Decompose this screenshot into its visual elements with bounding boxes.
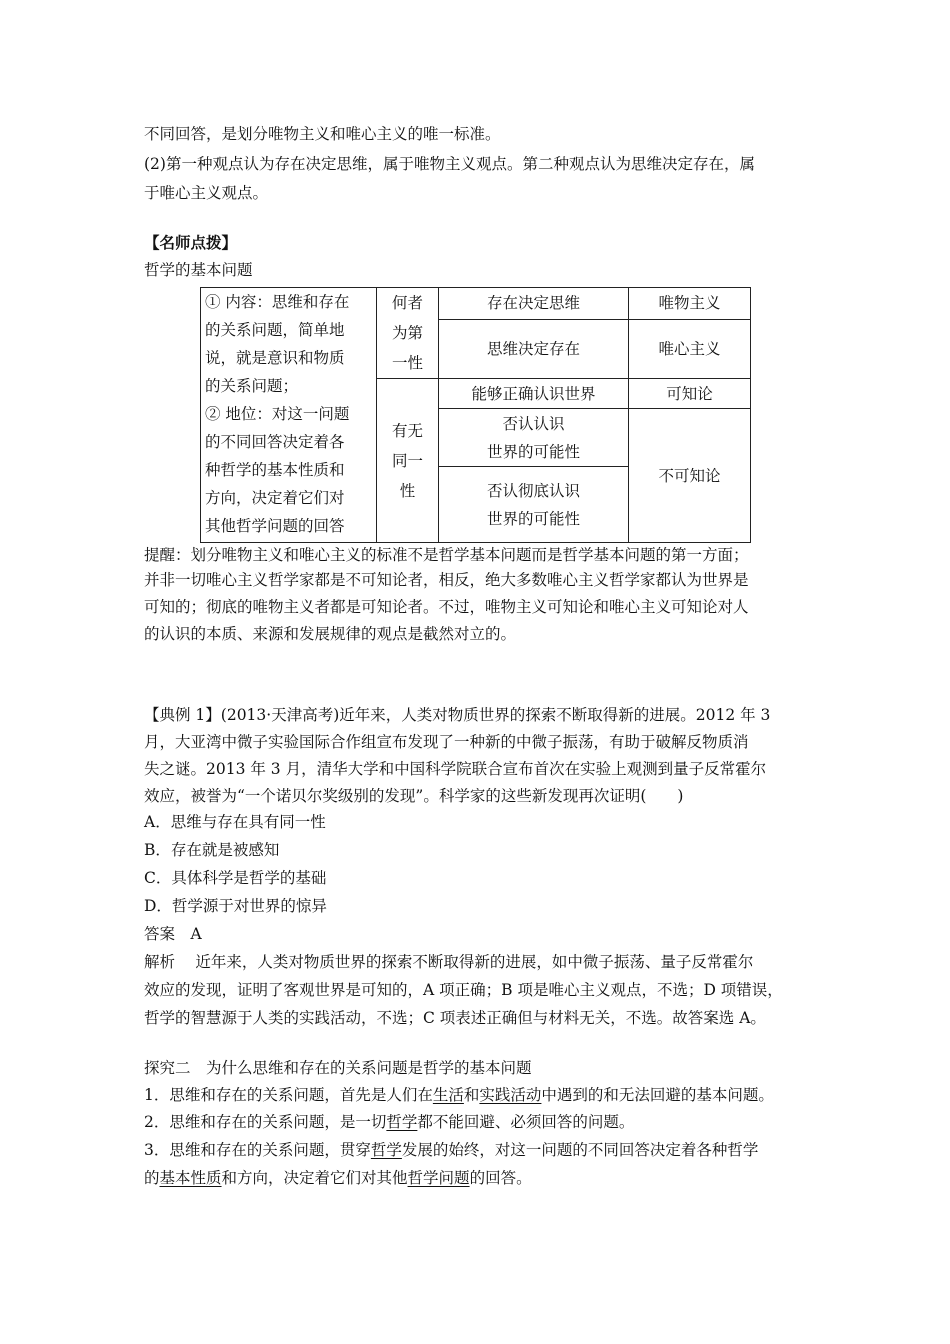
explore-item-2 — [144, 1112, 634, 1132]
answer: 答案 A — [144, 925, 202, 943]
table-left-line: 种哲学的基本性质和 — [205, 461, 345, 479]
reminder-line-2: 并非一切唯心主义哲学家都是不可知论者，相反，绝大多数唯心主义哲学家都认为世界是 — [144, 571, 749, 589]
group-identity-line: 同一 — [391, 451, 423, 470]
cell-thinking-determines-existence: 思维决定存在 — [439, 319, 629, 378]
option-d: D．哲学源于对世界的惊异 — [144, 897, 327, 915]
table-left-cell — [201, 288, 377, 543]
table-left-line: 说，就是意识和物质 — [205, 349, 345, 367]
explore-heading: 探究二 为什么思维和存在的关系问题是哲学的基本问题 — [144, 1059, 532, 1077]
group-primacy-line: 一性 — [391, 354, 423, 372]
underlined-term: 实践活动 — [479, 1086, 542, 1104]
option-b: B．存在就是被感知 — [144, 841, 280, 859]
explore-item-3 — [144, 1140, 758, 1160]
intro-line-3: 于唯心主义观点。 — [144, 184, 269, 202]
reminder-line-3: 可知的；彻底的唯物主义者都是可知论者。不过，唯物主义可知论和唯心主义可知论对人 — [144, 598, 749, 616]
group-identity-line: 性 — [399, 481, 416, 500]
tip-subheading: 哲学的基本问题 — [144, 261, 253, 279]
example-line-1: 【典例 1】(2013·天津高考)近年来，人类对物质世界的探索不断取得新的进展。2012 年 3 — [144, 706, 771, 724]
explore-item-3-cont — [144, 1168, 532, 1188]
underlined-term: 哲学问题 — [407, 1169, 470, 1187]
cell-deny-fully-knowing-line: 世界的可能性 — [486, 509, 580, 528]
analysis-line-1: 解析 近年来，人类对物质世界的探索不断取得新的进展，如中微子振荡、量子反常霍尔 — [144, 953, 754, 971]
example-line-2: 月，大亚湾中微子实验国际合作组宣布发现了一种新的中微子振荡，有助于破解反物质消 — [144, 733, 749, 751]
underlined-term: 基本性质 — [159, 1169, 222, 1187]
basic-question-table — [200, 287, 751, 543]
text-run: 和 — [463, 1086, 480, 1104]
intro-line-1: 不同回答，是划分唯物主义和唯心主义的唯一标准。 — [144, 125, 501, 143]
example-line-3: 失之谜。2013 年 3 月，清华大学和中国科学院联合宣布首次在实验上观测到量子反常霍尔 — [144, 760, 767, 778]
cell-agnosticism: 不可知论 — [629, 409, 751, 543]
group-identity-line: 有无 — [391, 421, 423, 440]
group-primacy-label — [377, 288, 439, 379]
text-run: 和方向，决定着它们对其他 — [221, 1169, 408, 1187]
table-left-line: 的关系问题，简单地 — [205, 321, 345, 339]
option-c: C．具体科学是哲学的基础 — [144, 869, 327, 887]
text-run: 都不能回避、必须回答的问题。 — [417, 1113, 635, 1131]
text-run: 中遇到的和无法回避的基本问题。 — [541, 1086, 774, 1104]
table-left-line: ① 内容：思维和存在 — [205, 293, 350, 311]
group-primacy-line: 为第 — [391, 324, 423, 342]
cell-deny-knowing — [439, 409, 629, 467]
analysis-line-3: 哲学的智慧源于人类的实践活动，不选；C 项表述正确但与材料无关，不选。故答案选 A。 — [144, 1009, 766, 1027]
text-run: 的回答。 — [469, 1169, 532, 1187]
cell-knowability: 可知论 — [629, 379, 751, 409]
text-run: 发展的始终，对这一问题的不同回答决定着各种哲学 — [401, 1141, 759, 1159]
table-left-line: 的关系问题； — [205, 377, 299, 395]
reminder-line-4: 的认识的本质、来源和发展规律的观点是截然对立的。 — [144, 625, 517, 643]
cell-idealism: 唯心主义 — [629, 319, 751, 378]
underlined-term: 生活 — [432, 1086, 464, 1104]
cell-deny-knowing-line: 世界的可能性 — [486, 442, 580, 461]
text-run: 1．思维和存在的关系问题，首先是人们在 — [144, 1086, 433, 1104]
underlined-term: 哲学 — [370, 1141, 402, 1159]
cell-deny-fully-knowing — [439, 467, 629, 543]
table-left-line: ② 地位：对这一问题 — [205, 405, 350, 423]
example-line-4: 效应，被誉为“一个诺贝尔奖级别的发现”。科学家的这些新发现再次证明( ) — [144, 787, 684, 805]
explore-item-1 — [144, 1085, 774, 1105]
cell-materialism: 唯物主义 — [629, 288, 751, 320]
table-left-line: 其他哲学问题的回答 — [205, 517, 345, 535]
cell-deny-knowing-line: 否认认识 — [502, 414, 565, 433]
text-run: 3．思维和存在的关系问题，贯穿 — [144, 1141, 371, 1159]
tip-heading: 【名师点拨】 — [144, 233, 238, 252]
table-left-line: 的不同回答决定着各 — [205, 433, 345, 451]
analysis-line-2: 效应的发现，证明了客观世界是可知的，A 项正确；B 项是唯心主义观点，不选；D 项错误， — [144, 981, 783, 999]
group-identity-label — [377, 379, 439, 543]
underlined-term: 哲学 — [386, 1113, 418, 1131]
text-run: 2．思维和存在的关系问题，是一切 — [144, 1113, 387, 1131]
cell-can-know-world: 能够正确认识世界 — [439, 379, 629, 409]
cell-existence-determines-thinking: 存在决定思维 — [439, 288, 629, 320]
table-left-line: 方向，决定着它们对 — [205, 489, 345, 507]
group-primacy-line: 何者 — [391, 294, 423, 312]
cell-deny-fully-knowing-line: 否认彻底认识 — [486, 481, 580, 500]
intro-line-2: (2)第一种观点认为存在决定思维，属于唯物主义观点。第二种观点认为思维决定存在，属 — [144, 155, 755, 173]
reminder-line-1: 提醒：划分唯物主义和唯心主义的标准不是哲学基本问题而是哲学基本问题的第一方面； — [144, 546, 749, 564]
option-a: A．思维与存在具有同一性 — [144, 813, 326, 831]
text-run: 的 — [144, 1169, 160, 1187]
